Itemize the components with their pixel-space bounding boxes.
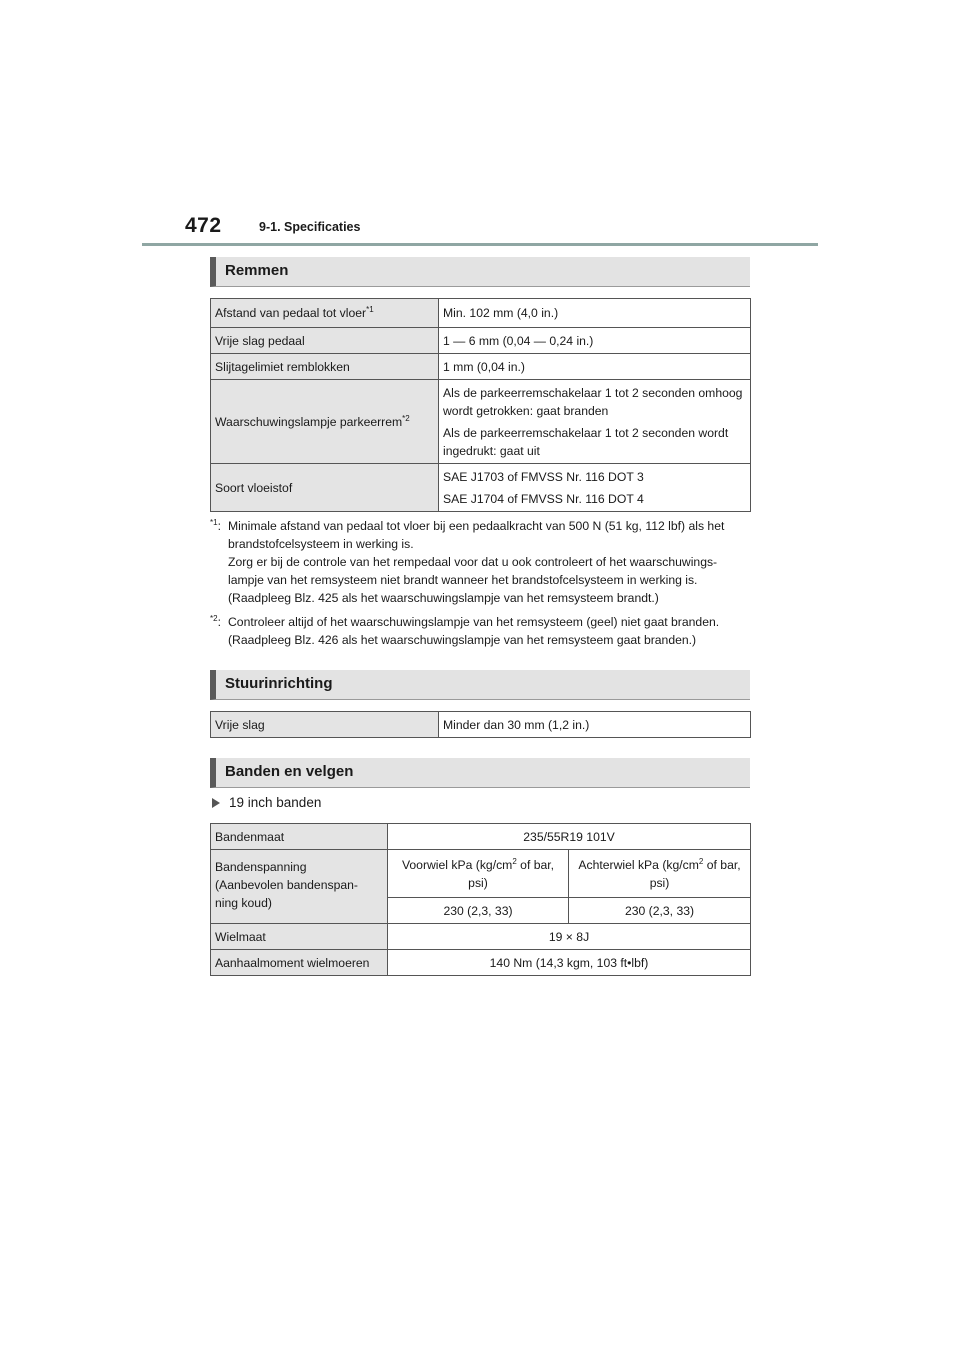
row-label: Waarschuwingslampje parkeerrem$^{*2}$ <box>211 380 439 464</box>
row-label: Aanhaalmoment wielmoeren <box>211 950 388 976</box>
row-value: SAE J1703 of FMVSS Nr. 116 DOT 3 SAE J1704 of FMVSS Nr. 116 DOT 4 <box>439 464 751 512</box>
table-row <box>211 850 751 898</box>
row-label: Afstand van pedaal tot vloer$^{*1}$ <box>211 299 439 328</box>
table-row <box>211 924 751 950</box>
row-label: Vrije slag pedaal <box>211 328 439 354</box>
footnote: $^{*1}$: Minimale afstand van pedaal tot vloer bij een pedaalkracht van 500 N (51 kg, 112 lbf) als het brandstofcelsysteem in werking is. Zorg er bij de controle van het rempedaal voor dat u ook controleert of het waarschuwings-lampje van het remsysteem niet brandt wanneer het brandstofcelsysteem in werking is. (Raadpleeg Blz. 425 als het waarschuwingslampje van het remsysteem brandt.) <box>210 517 725 605</box>
subsection-bullet: 19 inch banden <box>212 795 321 810</box>
footnote-mark: $^{*2}$: <box>210 613 221 629</box>
header-divider <box>142 243 818 246</box>
section-title: Remmen <box>225 262 289 279</box>
section-title: Stuurinrichting <box>225 675 333 692</box>
brakes-table <box>210 298 751 512</box>
table-row <box>211 464 751 512</box>
row-label: Slijtagelimiet remblokken <box>211 354 439 380</box>
table-row <box>211 950 751 976</box>
table-row <box>211 824 751 850</box>
row-label: Wielmaat <box>211 924 388 950</box>
chapter-title: 9-1. Specificaties <box>259 220 361 234</box>
table-row <box>211 380 751 464</box>
steering-table <box>210 711 751 738</box>
table-row <box>211 712 751 738</box>
rear-pressure-header: Achterwiel kPa ($kg/cm^2$ of bar, psi) <box>569 850 751 898</box>
table-row <box>211 299 751 328</box>
row-label: Bandenmaat <box>211 824 388 850</box>
row-label: Soort vloeistof <box>211 464 439 512</box>
page-number: 472 <box>185 214 222 237</box>
row-value: 1 — 6 mm (0,04 — 0,24 in.) <box>439 328 751 354</box>
row-value: Minder dan 30 mm (1,2 in.) <box>439 712 751 738</box>
section-heading-banden <box>210 758 750 788</box>
section-title: Banden en velgen <box>225 763 354 780</box>
row-value: Min. 102 mm (4,0 in.) <box>439 299 751 328</box>
footnotes <box>210 517 750 655</box>
row-value: Als de parkeerremschakelaar 1 tot 2 seconden omhoog wordt getrokken: gaat branden Als de parkeerremschakelaar 1 tot 2 seconden wordt ingedrukt: gaat uit <box>439 380 751 464</box>
row-value: 235/55R19 101V <box>388 824 751 850</box>
table-row <box>211 354 751 380</box>
row-value: 140 Nm (14,3 kgm, 103 ft•lbf) <box>388 950 751 976</box>
row-label: Vrije slag <box>211 712 439 738</box>
triangle-bullet-icon <box>212 798 220 808</box>
front-pressure-value: 230 (2,3, 33) <box>388 898 569 924</box>
rear-pressure-value: 230 (2,3, 33) <box>569 898 751 924</box>
row-value: 19 × 8J <box>388 924 751 950</box>
row-label: Bandenspanning (Aanbevolen bandenspan- ning koud) <box>211 850 388 924</box>
footnote-mark: $^{*1}$: <box>210 517 221 533</box>
section-heading-stuurinrichting <box>210 670 750 700</box>
row-value: 1 mm (0,04 in.) <box>439 354 751 380</box>
footnote: $^{*2}$: Controleer altijd of het waarschuwingslampje van het remsysteem (geel) niet gaat branden. (Raadpleeg Blz. 426 als het waarschuwingslampje van het remsysteem gaat branden.) <box>210 613 720 647</box>
table-row <box>211 328 751 354</box>
section-heading-remmen <box>210 257 750 287</box>
front-pressure-header: Voorwiel kPa ($kg/cm^2$ of bar, psi) <box>388 850 569 898</box>
tyres-table <box>210 823 751 976</box>
